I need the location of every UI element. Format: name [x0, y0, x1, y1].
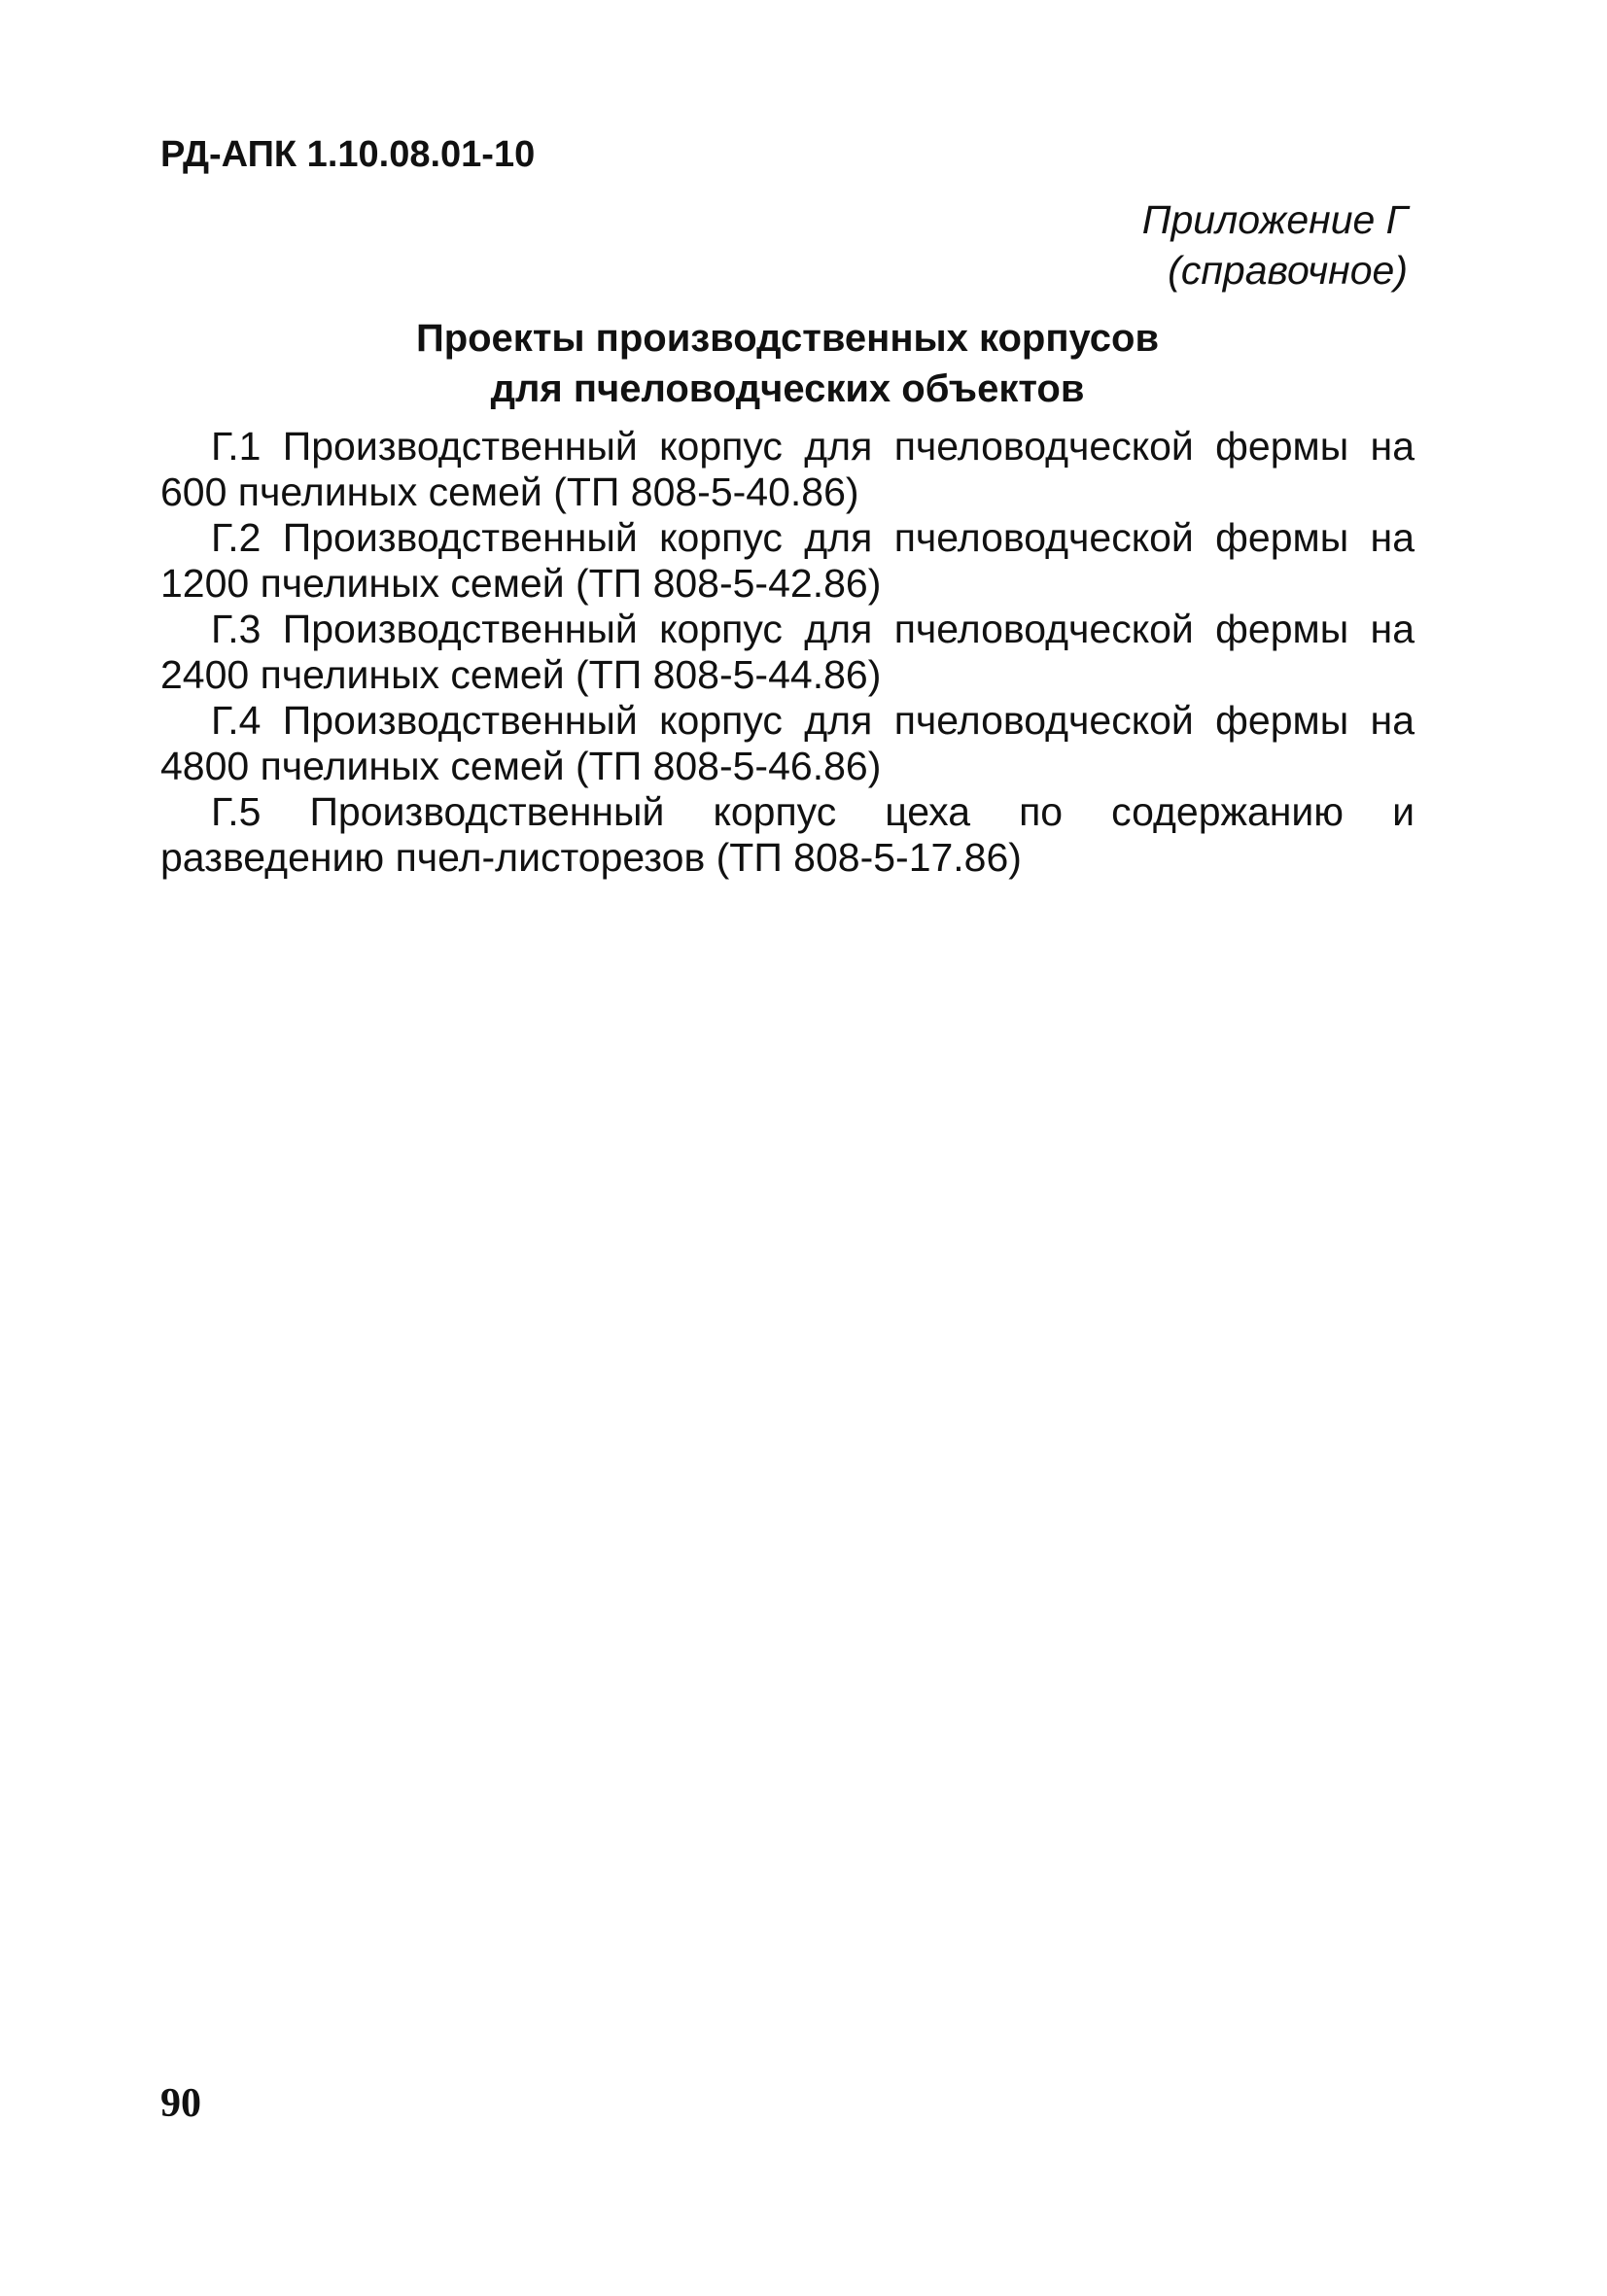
page-number: 90 — [160, 2081, 201, 2126]
appendix-type: (справочное) — [1168, 248, 1408, 293]
appendix-heading — [1142, 194, 1408, 296]
document-code: РД-АПК 1.10.08.01-10 — [160, 134, 536, 175]
list-item: Г.4 Производственный корпус для пчеловодческой фермы на 4800 пчелиных семей (ТП 808-5-46.86) — [160, 698, 1415, 788]
section-title — [160, 313, 1415, 414]
list-item: Г.5 Производственный корпус цеха по содержанию и разведению пчел-листорезов (ТП 808-5-17.86) — [160, 789, 1415, 880]
list-item: Г.1 Производственный корпус для пчеловодческой фермы на 600 пчелиных семей (ТП 808-5-40.86) — [160, 424, 1415, 514]
list-item: Г.3 Производственный корпус для пчеловодческой фермы на 2400 пчелиных семей (ТП 808-5-44.86) — [160, 607, 1415, 697]
section-title-line2: для пчеловодческих объектов — [490, 367, 1085, 410]
section-title-line1: Проекты производственных корпусов — [415, 317, 1160, 360]
project-list — [160, 424, 1415, 881]
list-item: Г.2 Производственный корпус для пчеловодческой фермы на 1200 пчелиных семей (ТП 808-5-42.86) — [160, 515, 1415, 606]
appendix-title: Приложение Г — [1141, 197, 1408, 242]
